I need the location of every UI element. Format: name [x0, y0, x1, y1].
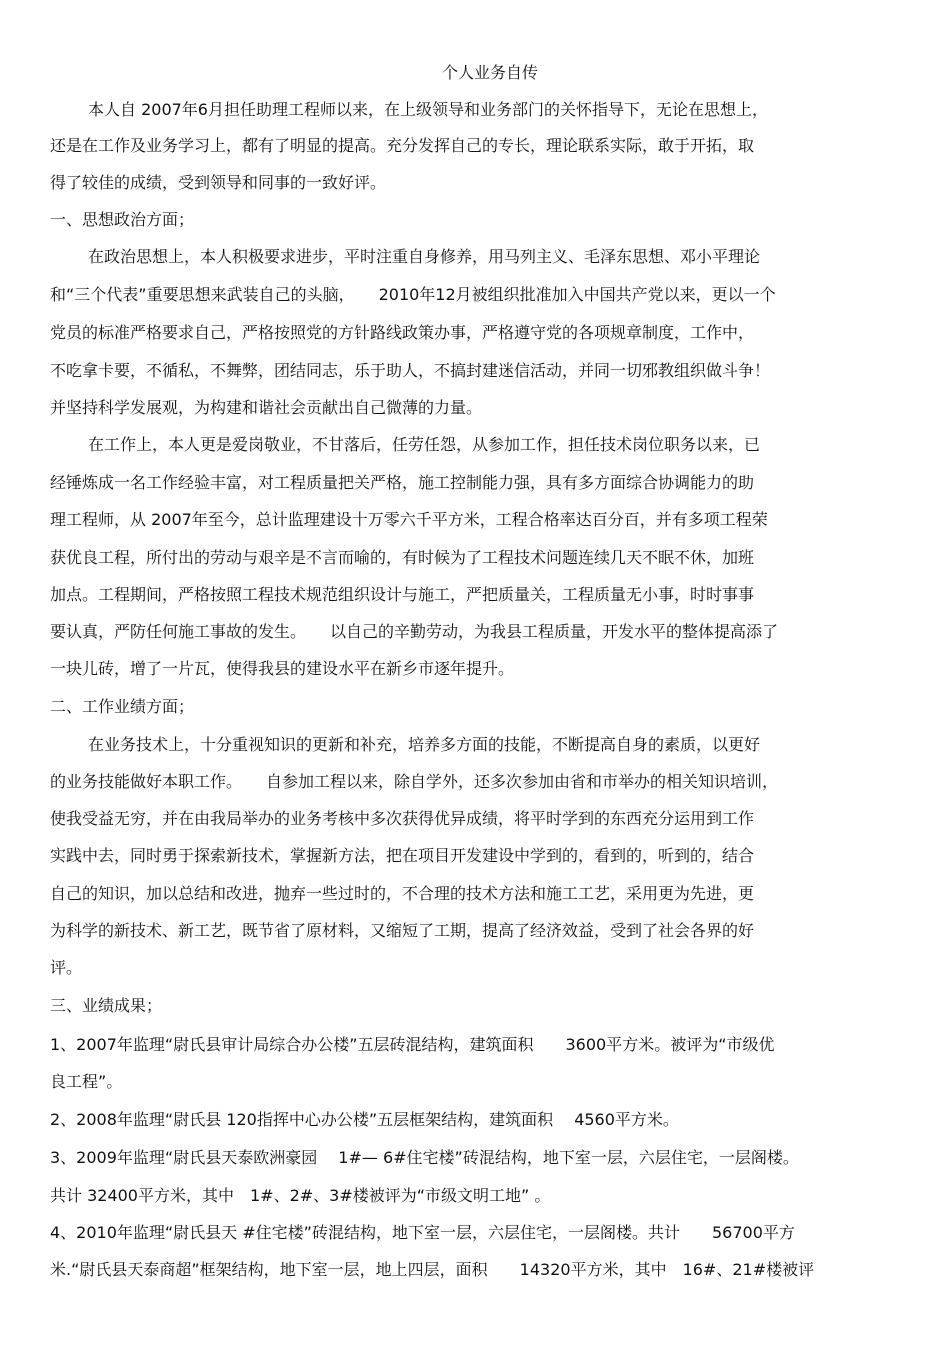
text-line: 为科学的新技术、新工艺，既节省了原材料，又缩短了工期，提高了经济效益，受到了社会各界的好	[50, 921, 755, 940]
text-line: 并坚持科学发展观，为构建和谐社会贡献出自己微薄的力量。	[50, 398, 483, 417]
text-line: 良工程”。	[50, 1072, 123, 1091]
text-line: 得了较佳的成绩，受到领导和同事的一致好评。	[50, 173, 387, 192]
text-line: 米.“尉氏县天泰商超”框架结构，地下室一层，地上四层，面积 14320平方米，其中 16#、21#楼被评	[50, 1260, 815, 1279]
text-line: 经锤炼成一名工作经验丰富，对工程质量把关严格，施工控制能力强，具有多方面综合协调能力的助	[50, 473, 755, 492]
text-line: 共计 32400平方米，其中 1#、2#、3#楼被评为“市级文明工地” 。	[50, 1186, 551, 1205]
text-line: 还是在工作及业务学习上，都有了明显的提高。充分发挥自己的专长，理论联系实际，敢于开拓，取	[50, 136, 755, 155]
text-line: 自己的知识，加以总结和改进，抛弃一些过时的，不合理的技术方法和施工工艺，采用更为先进，更	[50, 884, 755, 903]
section-heading: 三、业绩成果；	[50, 996, 163, 1015]
text-line: 一块儿砖，增了一片瓦，使得我县的建设水平在新乡市逐年提升。	[50, 659, 515, 678]
achievement-item: 2、2008年监理“尉氏县 120指挥中心办公楼”五层框架结构，建筑面积 4560平方米。	[50, 1110, 679, 1129]
text-line: 加点。工程期间，严格按照工程技术规范组织设计与施工，严把质量关，工程质量无小事，时时事事	[50, 585, 755, 604]
text-line: 不吃拿卡要，不循私，不舞弊，团结同志，乐于助人，不搞封建迷信活动，并同一切邪教组织做斗争！	[50, 361, 771, 380]
text-line: 获优良工程，所付出的劳动与艰辛是不言而喻的，有时候为了工程技术问题连续几天不眠不休，加班	[50, 548, 755, 567]
text-line: 要认真，严防任何施工事故的发生。 以自己的辛勤劳动，为我县工程质量，开发水平的整体提高添了	[50, 622, 779, 641]
text-line: 在业务技术上，十分重视知识的更新和补充，培养多方面的技能，不断提高自身的素质，以更好	[88, 735, 761, 754]
section-heading: 二、工作业绩方面；	[50, 697, 195, 716]
text-line: 的业务技能做好本职工作。 自参加工程以来，除自学外，还多次参加由省和市举办的相关知识培训，	[50, 772, 779, 791]
document-title: 个人业务自传	[441, 63, 538, 82]
achievement-item: 3、2009年监理“尉氏县天泰欧洲豪园 1#— 6#住宅楼”砖混结构，地下室一层，六层住宅，一层阁楼。	[50, 1148, 799, 1167]
text-line: 党员的标准严格要求自己，严格按照党的方针路线政策办事，严格遵守党的各项规章制度，工作中，	[50, 323, 755, 342]
text-line: 实践中去，同时勇于探索新技术，掌握新方法，把在项目开发建设中学到的，看到的，听到的，结合	[50, 846, 755, 865]
text-line: 理工程师，从 2007年至今，总计监理建设十万零六千平方米，工程合格率达百分百，并有多项工程荣	[50, 510, 768, 529]
text-line: 和“三个代表”重要思想来武装自己的头脑， 2010年12月被组织批准加入中国共产党以来，更以一个	[50, 285, 776, 304]
achievement-item: 4、2010年监理“尉氏县天 #住宅楼”砖混结构，地下室一层，六层住宅，一层阁楼。共计 56700平方	[50, 1223, 795, 1242]
text-line: 本人自 2007年6月担任助理工程师以来，在上级领导和业务部门的关怀指导下，无论在思想上，	[88, 100, 768, 119]
text-line: 使我受益无穷，并在由我局举办的业务考核中多次获得优异成绩，将平时学到的东西充分运用到工作	[50, 809, 755, 828]
section-heading: 一、思想政治方面；	[50, 210, 195, 229]
text-line: 在政治思想上，本人积极要求进步，平时注重自身修养，用马列主义、毛泽东思想、邓小平理论	[88, 247, 761, 266]
text-line: 评。	[50, 958, 83, 977]
achievement-item: 1、2007年监理“尉氏县审计局综合办公楼”五层砖混结构，建筑面积 3600平方米。被评为“市级优	[50, 1035, 775, 1054]
text-line: 在工作上，本人更是爱岗敬业，不甘落后，任劳任怨，从参加工作，担任技术岗位职务以来，已	[88, 435, 761, 454]
